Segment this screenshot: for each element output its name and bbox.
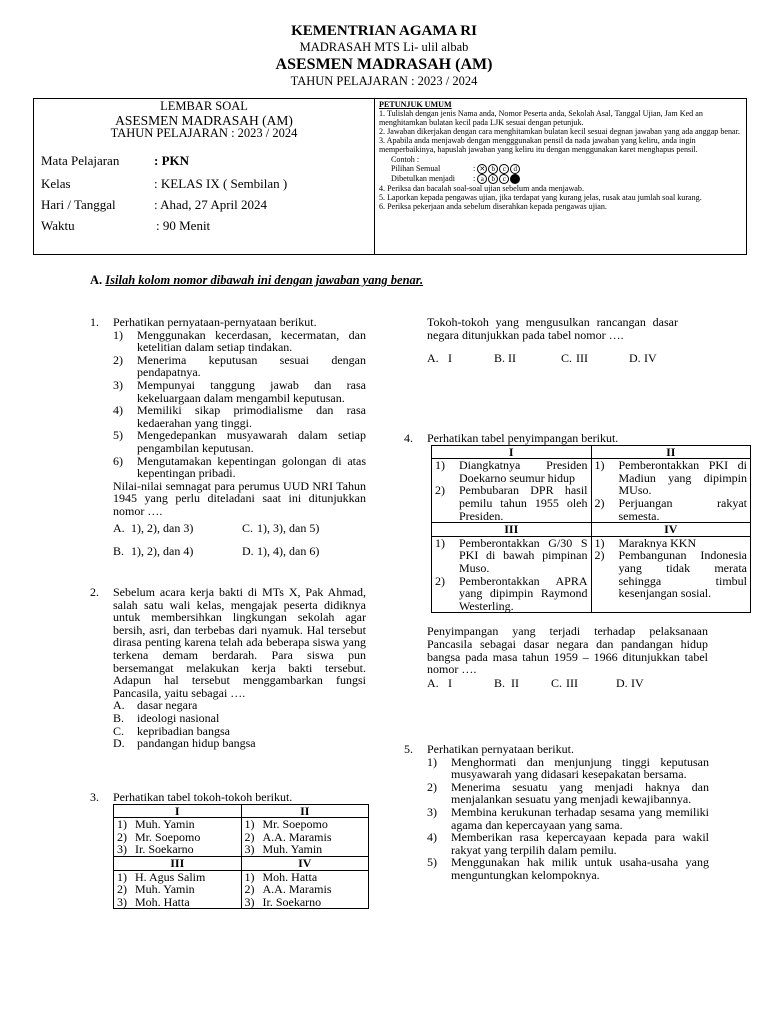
option-text: III (576, 351, 588, 366)
statement-item: 1) Menghormati dan menjunjung tinggi keputusan musyawarah yang didasari kesepakatan bersama. (427, 754, 709, 782)
question-1 (90, 316, 366, 559)
instruction-item: 1. Tulislah dengan jenis Nama anda, Nomor Peserta anda, Sekolah Asal, Tanggal Ujian, Jam Ked an menghitamkan bulatan kecil pada LJK sesuai dengan petunjuk. (379, 109, 703, 128)
example-wrong: Pilihan Semual : ✕ b c d (379, 164, 741, 174)
option-label: B. (494, 675, 506, 690)
table-cell: 1) Diangkatnya Presiden Doekarno seumur hidup 2) Pembubaran DPR hasil pemilu tahun 1955 oleh Presiden. (432, 459, 592, 523)
question-number: 3. (90, 790, 99, 804)
statement-item: 2) Menerima sesuatu yang menjadi haknya dan menjalankan sesuatu yang menjadi kewajibannya. (427, 779, 709, 807)
table-cell: 1) H. Agus Salim 2) Muh. Yamin 3) Moh. Hatta (114, 870, 242, 909)
academic-year: TAHUN PELAJARAN : 2023 / 2024 (290, 74, 478, 88)
statement-item: 1) Menggunakan kecerdasan, kecermatan, dan ketelitian dalam setiap tindakan. (113, 327, 366, 355)
general-instructions (379, 100, 741, 211)
question-2 (90, 586, 366, 750)
option-item: B. ideologi nasional (113, 710, 220, 725)
info-box (33, 98, 747, 255)
section-instruction: Isilah kolom nomor dibawah ini dengan jawaban yang benar. (105, 273, 424, 287)
bubble-crossed-icon: ✕ (477, 164, 487, 174)
statement-item: 2) Menerima keputusan sesuai dengan pendapatnya. (113, 352, 366, 380)
option-label: C. (551, 675, 563, 690)
option-label: A. (113, 520, 125, 535)
statement-item: 4) Memberikan rasa kepercayaan kepada para wakil rakyat yang terpilih dalam pemilu. (427, 830, 709, 857)
label-time: Waktu (41, 218, 75, 233)
question-stem: Perhatikan tabel tokoh-tokoh berikut. (113, 790, 293, 804)
value-date: : Ahad, 27 April 2024 (154, 197, 268, 212)
table-cell: 1) Muh. Yamin 2) Mr. Soepomo 3) Ir. Soekarno (114, 818, 242, 857)
question-tail: Penyimpangan yang terjadi terhadap pelaksanaan Pancasila sebagai dasar negara dan pandangan hidup bangsa pada masa tahun 1959 – 1966 ditunjukkan tabel nomor …. (427, 624, 708, 677)
info-box-divider (374, 99, 375, 254)
option-label: D. (242, 543, 254, 558)
instruction-item: 2. Jawaban dikerjakan dengan cara menghitamkan bulatan kecil sesuai degnan jawaban yang ada anggap benar. (379, 127, 740, 137)
question-number: 4. (404, 431, 413, 445)
statement-item: 4) Memiliki sikap primodialisme dan rasa kedaerahan yang tinggi. (113, 403, 366, 430)
bubble-c-icon: c (499, 164, 509, 174)
option-text: IV (644, 351, 657, 366)
instruction-item: 6. Periksa pekerjaan anda sebelum diserahkan kepada pengawas ujian. (379, 201, 607, 211)
option-text: 1), 2), dan 4) (131, 543, 194, 558)
madrasah-name: MADRASAH MTS Li- ulil albab (299, 40, 469, 54)
question-tail: Nilai-nilai semnagat para perumus UUD NRI Tahun 1945 yang perlu diteladani saat ini ditunjukkan nomor …. (113, 478, 366, 518)
bubble-d-icon: d (510, 164, 520, 174)
section-letter: A. (90, 273, 103, 287)
question-stem: Perhatikan pernyataan berikut. (427, 742, 574, 756)
bubble-filled-icon (510, 174, 520, 184)
question-number: 5. (404, 742, 413, 756)
options-row (113, 545, 366, 559)
option-text: II (511, 675, 519, 690)
bubble-b-icon: b (488, 174, 498, 184)
question-stem: Sebelum acara kerja bakti di MTs X, Pak Ahmad, salah satu wali kelas, mengajak peserta didiknya untuk membersihkan lingkungan sekolah agar bersih, asri, dan terbebas dari nyamuk. Hal tersebut dirasa penting karena telah ada beberapa siswa yang terkena demam berdarah. Para siswa pun bersemangat melakukan kerja bakti tersebut. Adapun hal tersebut menggambarkan fungsi Pancasila, yaitu sebagai …. (113, 585, 366, 700)
table-cell: 1) Pemberontakkan PKI di Madiun yang dipimpin MUso. 2) Perjuangan rakyat semesta. (591, 459, 751, 523)
question-stem: Perhatikan tabel penyimpangan berikut. (427, 431, 619, 445)
question-4 (404, 431, 747, 691)
option-label: D. (616, 675, 628, 690)
option-item: A. dasar negara (113, 698, 198, 713)
option-text: 1), 3), dan 5) (257, 520, 320, 535)
sheet-title: LEMBAR SOAL (160, 99, 248, 113)
value-class: : KELAS IX ( Sembilan ) (154, 176, 288, 191)
question-number: 1. (90, 315, 99, 329)
label-subject: Mata Pelajaran (41, 153, 120, 168)
option-text: 1), 4), dan 6) (257, 543, 320, 558)
option-text: III (566, 675, 578, 690)
options-row (113, 522, 366, 545)
options-row (427, 352, 678, 366)
bubble-b-icon: b (488, 164, 498, 174)
option-label: C. (242, 520, 254, 535)
table-header: II (591, 445, 751, 459)
table-header: III (432, 523, 592, 537)
sheet-title-block (34, 100, 374, 141)
instruction-item: 5. Laporkan kepada pengawas ujian, jika terdapat yang kurang jelas, rusak atau jumlah soal kurang. (379, 192, 702, 202)
sheet-year: TAHUN PELAJARAN : 2023 / 2024 (110, 126, 298, 140)
value-time: : 90 Menit (156, 218, 211, 233)
question-number: 2. (90, 585, 99, 599)
instruction-item: 3. Apabila anda menjawab dengan mengggunakan pensil da nada jawaban yang keliru, anda ingin memperbaikinya, hapuslah jawaban yang keliru itu dengan menggunakan karet menghapus pensil. (379, 136, 698, 155)
statement-item: 5) Menggunakan hak milik untuk usaha-usaha yang menguntungkan kelompoknya. (427, 855, 709, 882)
option-text: I (448, 675, 452, 690)
exam-title: ASESMEN MADRASAH (AM) (275, 56, 493, 73)
table-header: I (432, 445, 592, 459)
option-label: B. (494, 351, 506, 366)
ministry-title: KEMENTRIAN AGAMA RI (291, 23, 477, 39)
statement-item: 3) Membina kerukunan terhadap sesama yang memiliki agama dan kepercayaan yang sama. (427, 804, 709, 832)
statement-item: 6) Mengutamakan kepentingan golongan di atas kepentingan pribadi. (113, 453, 366, 481)
example-wrong-label: Pilihan Semual (391, 163, 441, 173)
option-text: I (448, 351, 452, 366)
label-class: Kelas (41, 176, 71, 191)
bubble-c-icon: c (499, 174, 509, 184)
option-label: A. (427, 675, 439, 690)
question-3 (90, 791, 370, 909)
table-header: IV (241, 856, 369, 870)
bubble-a-icon: a (477, 174, 487, 184)
option-item: D. pandangan hidup bangsa (113, 736, 256, 751)
statement-item: 3) Mempunyai tanggung jawab dan rasa kekeluargaan dalam mengambil keputusan. (113, 377, 366, 405)
deviation-table (431, 445, 751, 614)
table-cell: 1) Pemberontakkan G/30 S PKI di bawah pimpinan Muso. 2) Pemberontakkan APRA yang dipimpin Raymond Westerling. (432, 536, 592, 613)
instruction-item: 4. Periksa dan bacalah soal-soal ujian sebelum anda menjawab. (379, 183, 584, 193)
label-date: Hari / Tanggal (41, 197, 116, 212)
option-text: 1), 2), dan 3) (131, 520, 194, 535)
options-row (427, 677, 744, 691)
document-header (0, 22, 768, 89)
sheet-exam: ASESMEN MADRASAH (AM) (115, 112, 293, 128)
table-cell: 1) Maraknya KKN 2) Pembangunan Indonesia yang tidak merata sehingga timbul kesenjangan sosial. (591, 536, 751, 613)
option-label: C. (561, 351, 573, 366)
question-3-continued (427, 316, 678, 366)
option-label: D. (629, 351, 641, 366)
figures-table (113, 804, 369, 910)
value-subject: : PKN (154, 153, 190, 168)
option-item: C. kepribadian bangsa (113, 723, 230, 738)
statement-item: 5) Mengedepankan musyawarah dalam setiap pengambilan keputusan. (113, 428, 366, 455)
table-cell: 1) Mr. Soepomo 2) A.A. Maramis 3) Muh. Yamin (241, 818, 369, 857)
option-text: II (508, 351, 516, 366)
table-header: IV (591, 523, 751, 537)
table-cell: 1) Moh. Hatta 2) A.A. Maramis 3) Ir. Soekarno (241, 870, 369, 909)
example-correct-label: Dibetulkan menjadi (391, 173, 456, 183)
question-5 (404, 743, 709, 882)
table-header: I (114, 804, 242, 818)
option-label: A. (427, 351, 439, 366)
example-correct: Dibetulkan menjadi : a b c (379, 174, 741, 184)
option-label: B. (113, 543, 125, 558)
question-tail: Tokoh-tokoh yang mengusulkan rancangan dasar negara ditunjukkan pada tabel nomor …. (427, 315, 678, 342)
question-stem: Perhatikan pernyataan-pernyataan berikut. (113, 315, 317, 329)
example-label: Contoh : (391, 154, 420, 164)
table-header: III (114, 856, 242, 870)
option-text: IV (631, 675, 644, 690)
section-heading (90, 273, 423, 288)
instructions-title: PETUNJUK UMUM (379, 100, 452, 109)
table-header: II (241, 804, 369, 818)
